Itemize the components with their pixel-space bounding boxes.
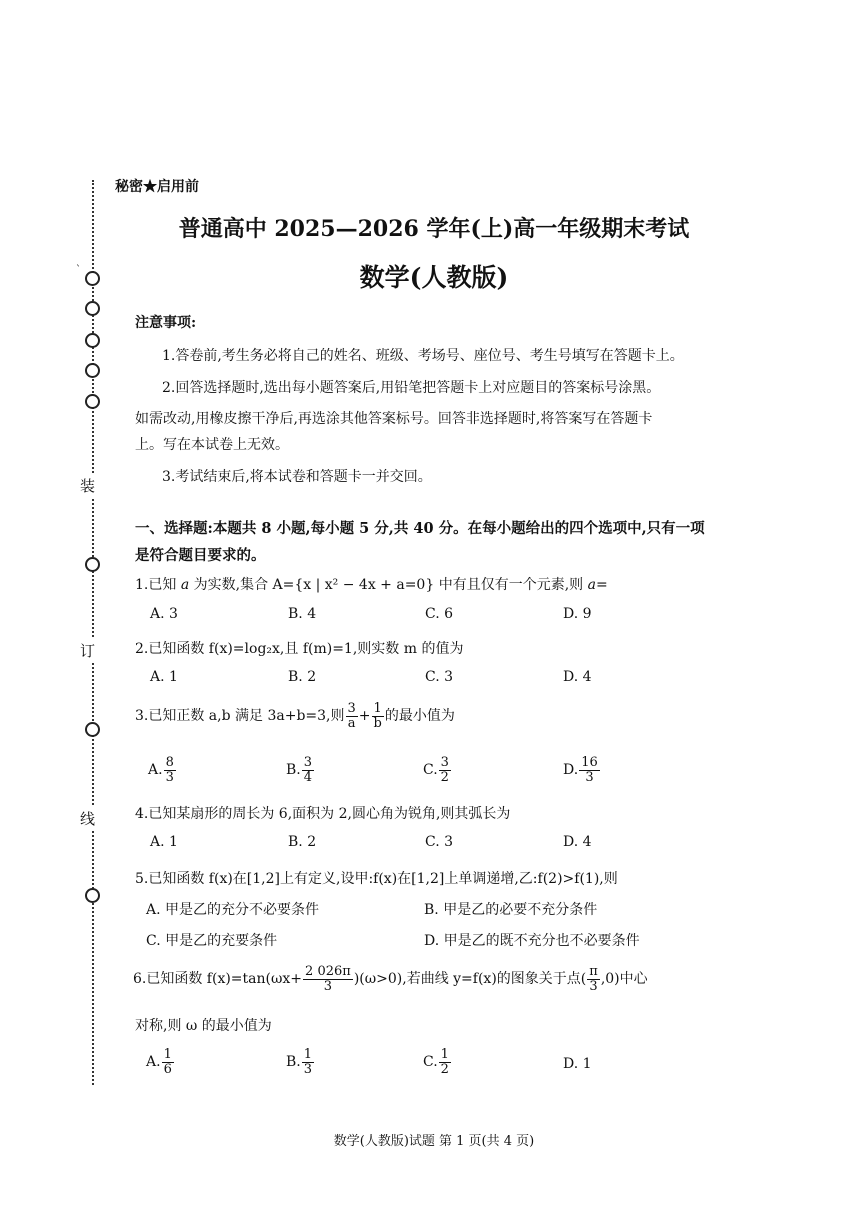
notice-heading: 注意事项:: [135, 315, 197, 331]
question-6-option-a: A. $\frac{1}{6}$: [146, 1047, 172, 1077]
question-5-option-a: A. 甲是乙的充分不必要条件: [146, 902, 320, 918]
notice-item-1: 1.答卷前,考生务必将自己的姓名、班级、考场号、座位号、考生号填写在答题卡上。: [162, 348, 684, 364]
page-footer: 数学(人教版)试题 第 1 页(共 4 页): [333, 1134, 535, 1149]
notice-item-2b: 如需改动,用橡皮擦干净后,再选涂其他答案标号。回答非选择题时,将答案写在答题卡: [135, 411, 653, 427]
question-6-stem-line2: 对称,则 ω 的最小值为: [135, 1018, 272, 1034]
question-1-option-a: A. 3: [150, 606, 178, 622]
question-1-option-d: D. 9: [563, 606, 592, 622]
question-2-option-b: B. 2: [288, 669, 317, 685]
exam-title: 普通高中 2025—2026 学年(上)高一年级期末考试: [178, 216, 690, 242]
binding-hole: [85, 301, 100, 316]
question-6-stem: 6.已知函数 f(x)=tan(ωx+ $\frac{2 026\pi}{3}$ )(ω>0),若曲线 y=f(x)的图象关于点( $\frac{\pi}{3}$ ,0)中心: [133, 964, 648, 994]
question-1-option-b: B. 4: [288, 606, 317, 622]
question-5-option-d: D. 甲是乙的既不充分也不必要条件: [424, 933, 640, 949]
question-6-option-b: B. $\frac{1}{3}$: [286, 1047, 313, 1077]
confidential-label: 秘密★启用前: [115, 179, 199, 195]
binding-hole: [85, 363, 100, 378]
section-heading-line1: 一、选择题:本题共 8 小题,每小题 5 分,共 40 分。在每小题给出的四个选项中,只有一项: [135, 520, 705, 537]
binding-mark: `: [76, 265, 81, 276]
binding-char-ding: 订: [80, 638, 95, 663]
binding-hole: [85, 557, 100, 572]
question-3-option-d: D. $\frac{16}{3}$: [563, 755, 598, 785]
question-5-stem: 5.已知函数 f(x)在[1,2]上有定义,设甲:f(x)在[1,2]上单调递增,乙:f(2)>f(1),则: [135, 871, 618, 887]
binding-char-zhuang: 装: [80, 473, 95, 498]
question-1-stem: 1.已知 a 为实数,集合 A={x | x² − 4x + a=0} 中有且仅有一个元素,则 a=: [135, 577, 608, 593]
question-6-option-d: D. 1: [563, 1056, 592, 1072]
question-3-option-a: A. $\frac{8}{3}$: [148, 755, 174, 785]
question-6-option-c: C. $\frac{1}{2}$: [423, 1047, 449, 1077]
question-4-option-b: B. 2: [288, 834, 317, 850]
notice-item-2a: 2.回答选择题时,选出每小题答案后,用铅笔把答题卡上对应题目的答案标号涂黑。: [162, 380, 661, 396]
question-2-option-c: C. 3: [425, 669, 454, 685]
question-3-option-b: B. $\frac{3}{4}$: [286, 755, 313, 785]
question-4-option-a: A. 1: [150, 834, 178, 850]
question-1-option-c: C. 6: [425, 606, 454, 622]
question-3-stem: 3.已知正数 a,b 满足 3a+b=3,则 $\frac{3}{a}$ + $\frac{1}{b}$ 的最小值为: [135, 701, 455, 731]
subject-title: 数学(人教版): [359, 263, 509, 292]
binding-hole: [85, 333, 100, 348]
question-5-option-b: B. 甲是乙的必要不充分条件: [424, 902, 598, 918]
question-4-stem: 4.已知某扇形的周长为 6,面积为 2,圆心角为锐角,则其弧长为: [135, 806, 511, 822]
fraction: $\frac{1}{b}$: [373, 701, 382, 731]
question-4-option-c: C. 3: [425, 834, 454, 850]
notice-item-3: 3.考试结束后,将本试卷和答题卡一并交回。: [162, 469, 432, 485]
notice-item-2c: 上。写在本试卷上无效。: [135, 437, 289, 453]
question-2-stem: 2.已知函数 f(x)=log₂x,且 f(m)=1,则实数 m 的值为: [135, 641, 464, 657]
question-2-option-d: D. 4: [563, 669, 592, 685]
binding-hole: [85, 888, 100, 903]
question-3-option-c: C. $\frac{3}{2}$: [423, 755, 449, 785]
binding-hole: [85, 394, 100, 409]
question-2-option-a: A. 1: [150, 669, 178, 685]
fraction: $\frac{3}{a}$: [347, 701, 356, 731]
question-5-option-c: C. 甲是乙的充要条件: [146, 933, 278, 949]
binding-hole: [85, 722, 100, 737]
question-4-option-d: D. 4: [563, 834, 592, 850]
binding-char-xian: 线: [80, 806, 95, 831]
section-heading-line2: 是符合题目要求的。: [135, 547, 266, 564]
